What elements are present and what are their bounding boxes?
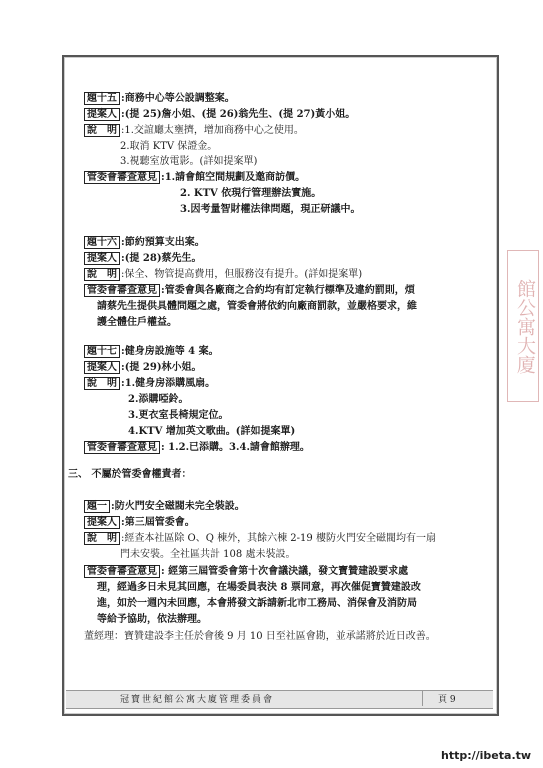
line-t15p: [84, 108, 355, 121]
line-sec3: [68, 468, 191, 481]
line-t16r3: [97, 316, 177, 329]
line-t15r3: [180, 203, 360, 216]
field-text: :1.交誼廳太壅擠，增加商務中心之使用。: [121, 125, 304, 136]
field-text: :經查本社區除 O、Q 棟外，其餘六棟 2-19 樓防火門安全磁閥均有一扇: [121, 533, 436, 544]
seal-stamp: 館公寓大廈: [507, 250, 539, 402]
line-s1h: [84, 500, 245, 513]
line-t17h: [84, 345, 219, 358]
line-s1r3: [97, 597, 417, 610]
line-t16p: [84, 252, 202, 265]
line-s1e2: [120, 548, 295, 561]
field-text: :管委會與各廠商之合約均有訂定執行標準及違約罰則，煩: [161, 285, 415, 296]
field-text: :商務中心等公設調整案。: [121, 93, 235, 104]
line-t15e3: [120, 155, 257, 168]
field-text: 董經理：寶贊建設李主任於會後 9 月 10 日至社區會勘，並承諾將於近日改善。: [84, 631, 436, 642]
field-text: :(提 25)詹小姐、(提 26)翁先生、(提 27)黃小姐。: [121, 109, 356, 120]
line-s1r1: [84, 565, 408, 578]
field-label: 提案人: [84, 252, 120, 265]
field-text: :1.健身房添購風扇。: [121, 378, 216, 389]
line-s1r4: [97, 613, 207, 626]
field-text: :健身房設施等 4 案。: [121, 346, 219, 357]
field-text: :1.請會館空間規劃及邀商訪價。: [161, 172, 306, 183]
field-text: :保全、物管提高費用，但服務沒有提升。(詳如提案單): [121, 269, 363, 280]
line-t17e4: [128, 425, 295, 438]
field-text: : 1.2.已添購。3.4.請會館辦理。: [161, 442, 310, 453]
field-label: 管委會審查意見: [84, 565, 160, 578]
field-text: 2.添購啞鈴。: [128, 394, 189, 405]
field-label: 提案人: [84, 516, 120, 529]
field-text: :(提 28)蔡先生。: [121, 253, 202, 264]
line-t17r1: [84, 441, 310, 454]
line-t17e3: [128, 409, 228, 422]
field-label: 題一: [84, 500, 110, 513]
line-t17p: [84, 361, 202, 374]
field-label: 題十六: [84, 236, 120, 249]
line-t15h: [84, 92, 235, 105]
field-text: 3.因考量智財權法律問題，現正研議中。: [180, 204, 361, 215]
field-text: 2.取消 KTV 保證金。: [120, 141, 218, 152]
footer-divider: [422, 691, 423, 706]
field-text: 護全體住戶權益。: [97, 317, 177, 328]
field-text: 理，經過多日未見其回應，在場委員表決 8 票同意，再次催促寶贊建設改: [97, 582, 421, 593]
line-s1e1: [84, 532, 436, 545]
field-label: 題十五: [84, 92, 120, 105]
line-t16h: [84, 236, 205, 249]
field-label: 管委會審查意見: [84, 441, 160, 454]
field-text: 3.更衣室長椅規定位。: [128, 410, 229, 421]
footer-title: 冠寶世紀館公寓大廈管理委員會: [120, 695, 275, 705]
field-text: :節約預算支出案。: [121, 237, 205, 248]
field-text: 3.視聽室放電影。(詳如提案單): [120, 156, 258, 167]
line-s1p: [84, 516, 195, 529]
field-text: :第三屆管委會。: [121, 517, 195, 528]
field-label: 題十七: [84, 345, 120, 358]
line-t15r2: [180, 187, 321, 200]
line-t15e2: [120, 140, 217, 153]
line-s1r2: [97, 581, 421, 594]
field-label: 提案人: [84, 361, 120, 374]
field-label: 管委會審查意見: [84, 171, 160, 184]
field-text: 4.KTV 增加英文歌曲。(詳如提案單): [128, 426, 296, 437]
field-text: : 經第三屆管委會第十次會議決議，發文寶贊建設要求處: [161, 566, 409, 577]
field-text: 進，如於一週內未回應，本會將發文訴請新北市工務局、消保會及消防局: [97, 598, 417, 609]
line-t15r1: [84, 171, 305, 184]
field-label: 說 明: [84, 532, 120, 545]
field-label: 管委會審查意見: [84, 284, 160, 297]
page-number: 頁 9: [438, 695, 456, 705]
field-label: 說 明: [84, 377, 120, 390]
field-text: 門未安裝。全社區共計 108 處未裝設。: [120, 549, 296, 560]
field-label: 提案人: [84, 108, 120, 121]
line-t16r2: [97, 300, 417, 313]
field-text: 2. KTV 依現行管理辦法實施。: [180, 188, 322, 199]
field-label: 說 明: [84, 124, 120, 137]
line-t16e: [84, 268, 362, 281]
line-t15e1: [84, 124, 304, 137]
field-text: 等給予協助，依法辦理。: [97, 614, 207, 625]
line-t17e1: [84, 377, 215, 390]
field-text: 請蔡先生提供具體問題之處，管委會將依約向廠商罰款，並嚴格要求，維: [97, 301, 417, 312]
field-text: :(提 29)林小姐。: [121, 362, 202, 373]
line-s1m: [84, 630, 436, 643]
watermark-url: http://ibeta.tw: [441, 749, 532, 762]
field-label: 說 明: [84, 268, 120, 281]
line-t16r1: [84, 284, 415, 297]
field-text: 三、 不屬於管委會權責者：: [68, 469, 192, 480]
field-text: :防火門安全磁閥未完全裝設。: [111, 501, 245, 512]
line-t17e2: [128, 393, 188, 406]
